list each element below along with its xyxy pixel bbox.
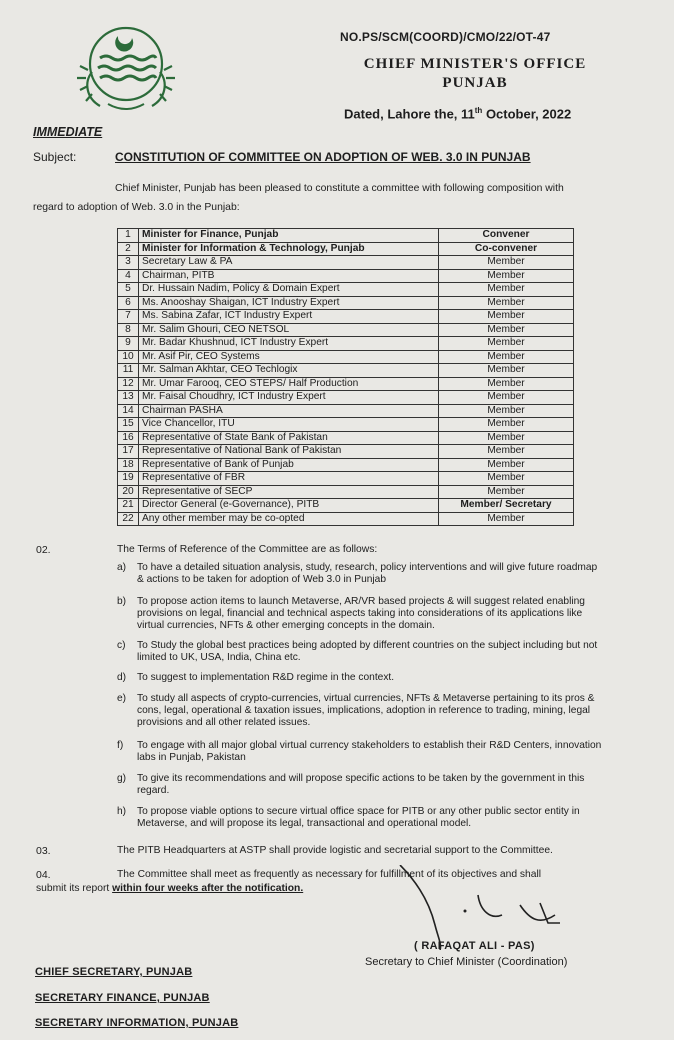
committee-row-number: 13 bbox=[118, 391, 139, 405]
committee-table bbox=[117, 228, 574, 526]
dated-line bbox=[344, 106, 571, 121]
committee-row bbox=[118, 418, 574, 432]
priority-label: IMMEDIATE bbox=[33, 125, 103, 139]
tor-item bbox=[117, 672, 605, 684]
tor-item-label: a) bbox=[117, 562, 127, 573]
tor-item bbox=[117, 773, 605, 797]
committee-member-role: Member bbox=[439, 512, 574, 526]
committee-member-name: Minister for Information & Technology, Punjab bbox=[139, 242, 439, 256]
committee-row-number: 7 bbox=[118, 310, 139, 324]
committee-row bbox=[118, 242, 574, 256]
committee-row-number: 14 bbox=[118, 404, 139, 418]
committee-member-name: Minister for Finance, Punjab bbox=[139, 229, 439, 243]
committee-member-role: Member bbox=[439, 310, 574, 324]
committee-member-name: Representative of State Bank of Pakistan bbox=[139, 431, 439, 445]
tor-item-label: h) bbox=[117, 806, 127, 817]
intro-text: Chief Minister, Punjab has been pleased to constitute a committee with following composition with regard to adoption of Web. 3.0 in the Punjab: bbox=[33, 183, 564, 213]
committee-member-role: Member bbox=[439, 445, 574, 459]
committee-row bbox=[118, 485, 574, 499]
committee-member-role: Convener bbox=[439, 229, 574, 243]
dated-suffix: October, 2022 bbox=[482, 106, 572, 122]
signature-mark bbox=[380, 865, 600, 950]
committee-member-name: Dr. Hussain Nadim, Policy & Domain Expert bbox=[139, 283, 439, 297]
committee-member-role: Member bbox=[439, 431, 574, 445]
tor-item bbox=[117, 562, 605, 586]
tor-item-text: To engage with all major global virtual currency stakeholders to establish their R&D Centers, innovation labs in Punjab, Pakistan bbox=[137, 740, 602, 764]
committee-row-number: 16 bbox=[118, 431, 139, 445]
committee-row-number: 22 bbox=[118, 512, 139, 526]
intro-paragraph bbox=[33, 179, 593, 217]
office-heading bbox=[340, 55, 610, 93]
para-04-text-a: The Committee shall meet as frequently as necessary for fulfillment of its objectives and shall bbox=[117, 869, 542, 880]
committee-row bbox=[118, 229, 574, 243]
committee-member-name: Mr. Salim Ghouri, CEO NETSOL bbox=[139, 323, 439, 337]
tor-item-text: To propose viable options to secure virtual office space for PITB or any other public sector entity in Metaverse, and will propose its legal, transactional and operational model. bbox=[137, 806, 580, 830]
committee-row bbox=[118, 472, 574, 486]
tor-item-label: g) bbox=[117, 773, 127, 784]
tor-item bbox=[117, 596, 605, 633]
dated-prefix: Dated, Lahore the, 11 bbox=[344, 106, 475, 122]
tor-item-text: To Study the global best practices being adopted by different countries on the subject including but not limited to UK, USA, India, China etc. bbox=[137, 640, 598, 664]
signatory-name: ( RAFAQAT ALI - PAS) bbox=[414, 940, 535, 952]
committee-row bbox=[118, 337, 574, 351]
committee-row-number: 20 bbox=[118, 485, 139, 499]
reference-number: NO.PS/SCM(COORD)/CMO/22/OT-47 bbox=[340, 30, 551, 44]
committee-member-name: Ms. Anooshay Shaigan, ICT Industry Expert bbox=[139, 296, 439, 310]
committee-member-role: Member bbox=[439, 269, 574, 283]
committee-member-role: Member bbox=[439, 458, 574, 472]
committee-member-role: Member bbox=[439, 485, 574, 499]
committee-row bbox=[118, 391, 574, 405]
committee-member-role: Member bbox=[439, 337, 574, 351]
committee-row bbox=[118, 310, 574, 324]
committee-row-number: 1 bbox=[118, 229, 139, 243]
committee-row-number: 4 bbox=[118, 269, 139, 283]
committee-member-role: Member bbox=[439, 323, 574, 337]
committee-member-role: Co-convener bbox=[439, 242, 574, 256]
para-02-text: The Terms of Reference of the Committee are as follows: bbox=[117, 544, 378, 555]
committee-member-role: Member bbox=[439, 283, 574, 297]
committee-member-name: Representative of Bank of Punjab bbox=[139, 458, 439, 472]
committee-row bbox=[118, 499, 574, 513]
committee-row bbox=[118, 283, 574, 297]
tor-item-text: To have a detailed situation analysis, study, research, policy interventions and will give future roadmap & actions to be taken for adoption of Web 3.0 in Punjab bbox=[137, 562, 598, 586]
committee-row-number: 12 bbox=[118, 377, 139, 391]
tor-item bbox=[117, 640, 605, 664]
committee-row-number: 5 bbox=[118, 283, 139, 297]
committee-member-name: Vice Chancellor, ITU bbox=[139, 418, 439, 432]
tor-item-text: To suggest to implementation R&D regime in the context. bbox=[137, 672, 395, 683]
committee-member-name: Representative of National Bank of Pakistan bbox=[139, 445, 439, 459]
committee-row bbox=[118, 364, 574, 378]
signatory-title: Secretary to Chief Minister (Coordination) bbox=[365, 956, 568, 968]
committee-row bbox=[118, 323, 574, 337]
tor-item-text: To propose action items to launch Metaverse, AR/VR based projects & will suggest related enabling provisions on legal, financial and technical aspects taking into considerations of its applications like virtual currencies, NFTs & other emerging concepts in the domain. bbox=[137, 596, 585, 632]
para-03-number: 03. bbox=[36, 845, 51, 857]
committee-row-number: 10 bbox=[118, 350, 139, 364]
committee-row bbox=[118, 377, 574, 391]
committee-member-name: Mr. Faisal Choudhry, ICT Industry Expert bbox=[139, 391, 439, 405]
para-02-number: 02. bbox=[36, 544, 51, 556]
committee-row-number: 8 bbox=[118, 323, 139, 337]
committee-row bbox=[118, 296, 574, 310]
committee-row bbox=[118, 512, 574, 526]
committee-row-number: 21 bbox=[118, 499, 139, 513]
committee-member-name: Director General (e-Governance), PITB bbox=[139, 499, 439, 513]
committee-row bbox=[118, 404, 574, 418]
committee-row bbox=[118, 350, 574, 364]
committee-member-name: Chairman, PITB bbox=[139, 269, 439, 283]
committee-row-number: 15 bbox=[118, 418, 139, 432]
committee-row-number: 3 bbox=[118, 256, 139, 270]
committee-member-name: Ms. Sabina Zafar, ICT Industry Expert bbox=[139, 310, 439, 324]
office-line-2: PUNJAB bbox=[442, 75, 508, 91]
committee-row bbox=[118, 445, 574, 459]
recipient-3: SECRETARY INFORMATION, PUNJAB bbox=[35, 1017, 239, 1029]
committee-member-name: Mr. Badar Khushnud, ICT Industry Expert bbox=[139, 337, 439, 351]
dated-sup: th bbox=[474, 106, 483, 115]
subject-text: CONSTITUTION OF COMMITTEE ON ADOPTION OF WEB. 3.0 IN PUNJAB bbox=[115, 150, 531, 164]
tor-item-text: To study all aspects of crypto-currencies, virtual currencies, NFTs & Metaverse pertaining to its pros & cons, legal, operational & taxation issues, implications, adoption in reference to trading, mining, legal provisions and all other related issues. bbox=[137, 693, 595, 729]
committee-member-name: Representative of SECP bbox=[139, 485, 439, 499]
committee-member-role: Member bbox=[439, 350, 574, 364]
recipient-1: CHIEF SECRETARY, PUNJAB bbox=[35, 966, 193, 978]
tor-item bbox=[117, 740, 605, 764]
committee-member-name: Mr. Asif Pir, CEO Systems bbox=[139, 350, 439, 364]
committee-member-role: Member bbox=[439, 472, 574, 486]
tor-item bbox=[117, 806, 605, 830]
committee-row-number: 11 bbox=[118, 364, 139, 378]
tor-item bbox=[117, 693, 605, 730]
office-line-1: CHIEF MINISTER'S OFFICE bbox=[363, 56, 587, 72]
committee-member-role: Member bbox=[439, 391, 574, 405]
committee-member-role: Member bbox=[439, 418, 574, 432]
subject-label: Subject: bbox=[33, 150, 77, 164]
committee-row-number: 17 bbox=[118, 445, 139, 459]
tor-item-label: f) bbox=[117, 740, 124, 751]
tor-item-label: c) bbox=[117, 640, 126, 651]
committee-row bbox=[118, 269, 574, 283]
committee-member-name: Mr. Salman Akhtar, CEO Techlogix bbox=[139, 364, 439, 378]
committee-member-role: Member bbox=[439, 404, 574, 418]
committee-row bbox=[118, 256, 574, 270]
tor-item-label: e) bbox=[117, 693, 127, 704]
committee-row bbox=[118, 458, 574, 472]
recipient-2: SECRETARY FINANCE, PUNJAB bbox=[35, 992, 210, 1004]
committee-member-role: Member bbox=[439, 296, 574, 310]
committee-member-role: Member bbox=[439, 377, 574, 391]
committee-member-name: Representative of FBR bbox=[139, 472, 439, 486]
committee-row-number: 19 bbox=[118, 472, 139, 486]
committee-row bbox=[118, 431, 574, 445]
para-03-text: The PITB Headquarters at ASTP shall provide logistic and secretarial support to the Committee. bbox=[117, 845, 553, 856]
committee-row-number: 18 bbox=[118, 458, 139, 472]
committee-member-name: Chairman PASHA bbox=[139, 404, 439, 418]
committee-member-role: Member/ Secretary bbox=[439, 499, 574, 513]
tor-item-label: b) bbox=[117, 596, 127, 607]
committee-member-name: Any other member may be co-opted bbox=[139, 512, 439, 526]
committee-row-number: 9 bbox=[118, 337, 139, 351]
committee-row-number: 2 bbox=[118, 242, 139, 256]
committee-member-name: Mr. Umar Farooq, CEO STEPS/ Half Production bbox=[139, 377, 439, 391]
tor-item-text: To give its recommendations and will propose specific actions to be taken by the government in this regard. bbox=[137, 773, 585, 797]
para-04-deadline: within four weeks after the notification. bbox=[112, 883, 304, 894]
tor-item-label: d) bbox=[117, 672, 127, 683]
committee-member-role: Member bbox=[439, 364, 574, 378]
punjab-emblem-logo bbox=[68, 12, 184, 118]
committee-member-role: Member bbox=[439, 256, 574, 270]
committee-row-number: 6 bbox=[118, 296, 139, 310]
para-04-number: 04. bbox=[36, 869, 51, 881]
committee-member-name: Secretary Law & PA bbox=[139, 256, 439, 270]
para-04-text-b-plain: submit its report bbox=[36, 883, 113, 894]
